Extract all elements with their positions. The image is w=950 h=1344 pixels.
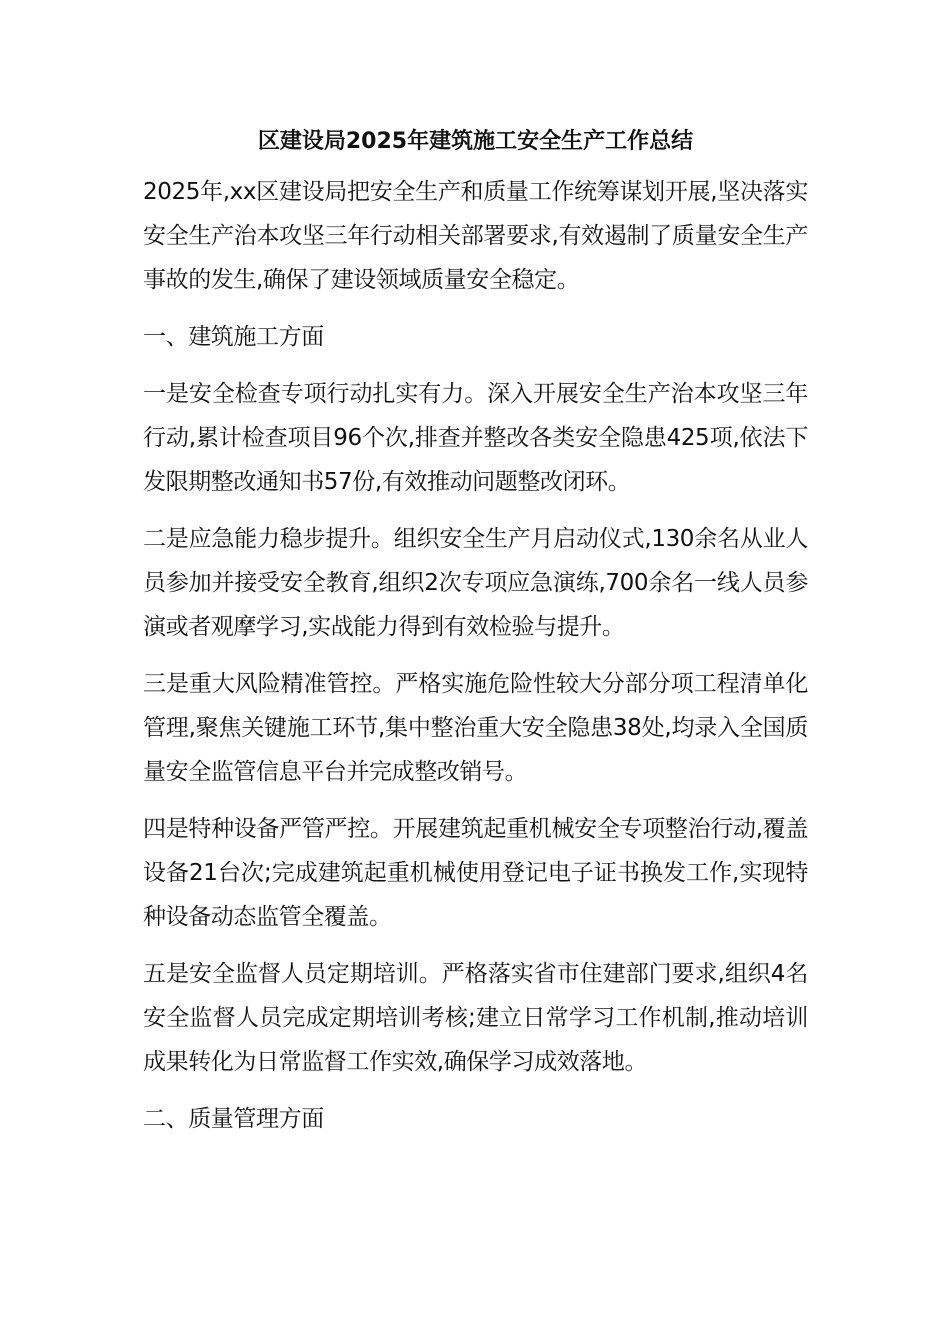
section-heading-quality: 二、质量管理方面 (143, 1106, 324, 1132)
paragraph-major-risk-control: 三是重大风险精准管控。严格实施危险性较大分部分项工程清单化管理,聚焦关键施工环节,集中整治重大安全隐患38处,均录入全国质量安全监管信息平台并完成整改销号。 (143, 671, 808, 785)
section-heading-construction: 一、建筑施工方面 (143, 324, 324, 350)
paragraph-safety-inspection: 一是安全检查专项行动扎实有力。深入开展安全生产治本攻坚三年行动,累计检查项目96个次,排查并整改各类安全隐患425项,依法下发限期整改通知书57份,有效推动问题整改闭环。 (143, 381, 808, 495)
intro-paragraph: 2025年,xx区建设局把安全生产和质量工作统筹谋划开展,坚决落实安全生产治本攻坚三年行动相关部署要求,有效遏制了质量安全生产事故的发生,确保了建设领域质量安全稳定。 (143, 179, 808, 293)
document-body (143, 122, 808, 1141)
paragraph-special-equipment: 四是特种设备严管严控。开展建筑起重机械安全专项整治行动,覆盖设备21台次;完成建筑起重机械使用登记电子证书换发工作,实现特种设备动态监管全覆盖。 (143, 816, 808, 930)
paragraph-supervisor-training: 五是安全监督人员定期培训。严格落实省市住建部门要求,组织4名安全监督人员完成定期培训考核;建立日常学习工作机制,推动培训成果转化为日常监督工作实效,确保学习成效落地。 (143, 961, 808, 1075)
document-title: 区建设局2025年建筑施工安全生产工作总结 (257, 129, 694, 154)
paragraph-emergency-capability: 二是应急能力稳步提升。组织安全生产月启动仪式,130余名从业人员参加并接受安全教育,组织2次专项应急演练,700余名一线人员参演或者观摩学习,实战能力得到有效检验与提升。 (143, 526, 808, 640)
